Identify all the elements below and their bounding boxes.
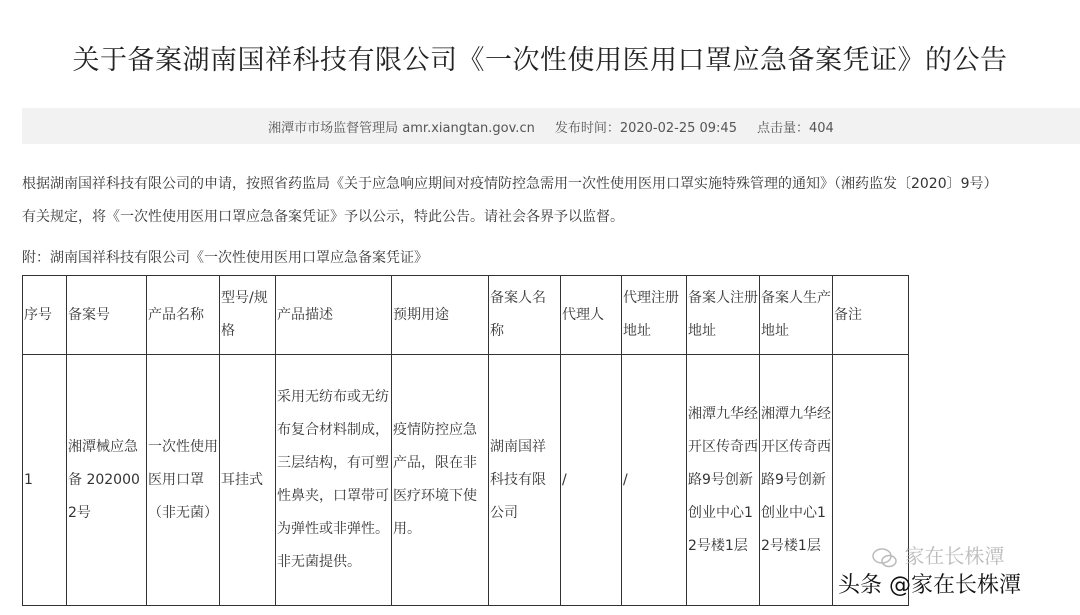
body-paragraph: 根据湖南国祥科技有限公司的申请，按照省药监局《关于应急响应期间对疫情防控急需用一次性使用医用口罩实施特殊管理的通知》（湘药监发〔2020〕9号） <box>22 176 998 192</box>
filing-table <box>22 275 909 606</box>
cell-description: 采用无纺布或无纺布复合材料制成，三层结构，有可塑性鼻夹，口罩带可为弹性或非弹性。非无菌提供。 <box>276 355 392 606</box>
click-count: 点击量：404 <box>756 120 834 136</box>
header-cell: 产品描述 <box>276 276 392 355</box>
header-cell: 代理注册地址 <box>622 276 687 355</box>
cell-intended-use: 疫情防控应急产品，限在非医疗环境下使用。 <box>392 355 489 606</box>
cell-production-address: 湘潭九华经开区传奇西路9号创新创业中心12号楼1层 <box>760 355 833 606</box>
cell-filer-name: 湖南国祥科技有限公司 <box>489 355 561 606</box>
cell-model: 耳挂式 <box>220 355 276 606</box>
header-cell: 产品名称 <box>147 276 220 355</box>
header-cell: 备案人生产地址 <box>760 276 833 355</box>
article-body <box>22 168 1080 234</box>
header-cell: 备案人名称 <box>489 276 561 355</box>
header-cell: 预期用途 <box>392 276 489 355</box>
cell-registered-address: 湘潭九华经开区传奇西路9号创新创业中心12号楼1层 <box>687 355 760 606</box>
cell-filing-number: 湘潭械应急备 2020002号 <box>67 355 147 606</box>
appendix-heading: 附：湖南国祥科技有限公司《一次性使用医用口罩应急备案凭证》 <box>22 250 428 266</box>
cell-agent: / <box>561 355 622 606</box>
wechat-watermark: 家在长株潭 <box>872 540 1004 569</box>
header-cell: 型号/规格 <box>220 276 276 355</box>
cell-product-name: 一次性使用医用口罩（非无菌） <box>147 355 220 606</box>
wechat-icon <box>872 547 898 569</box>
header-cell: 备案人注册地址 <box>687 276 760 355</box>
header-cell: 备案号 <box>67 276 147 355</box>
cell-agent-address: / <box>622 355 687 606</box>
body-paragraph: 有关规定，将《一次性使用医用口罩应急备案凭证》予以公示，特此公告。请社会各界予以监督。 <box>22 209 624 225</box>
header-cell: 备注 <box>833 276 909 355</box>
cell-index: 1 <box>23 355 67 606</box>
table-header-row <box>23 276 909 355</box>
article-meta-bar <box>22 108 1080 144</box>
header-cell: 代理人 <box>561 276 622 355</box>
publish-time: 发布时间：2020-02-25 09:45 <box>554 120 737 136</box>
header-cell: 序号 <box>23 276 67 355</box>
source-label: 湘潭市市场监督管理局 amr.xiangtan.gov.cn <box>268 120 535 136</box>
page-title: 关于备案湖南国祥科技有限公司《一次性使用医用口罩应急备案凭证》的公告 <box>72 45 1008 76</box>
table-row <box>23 355 909 606</box>
toutiao-watermark: 头条 @家在长株潭 <box>838 573 1021 598</box>
